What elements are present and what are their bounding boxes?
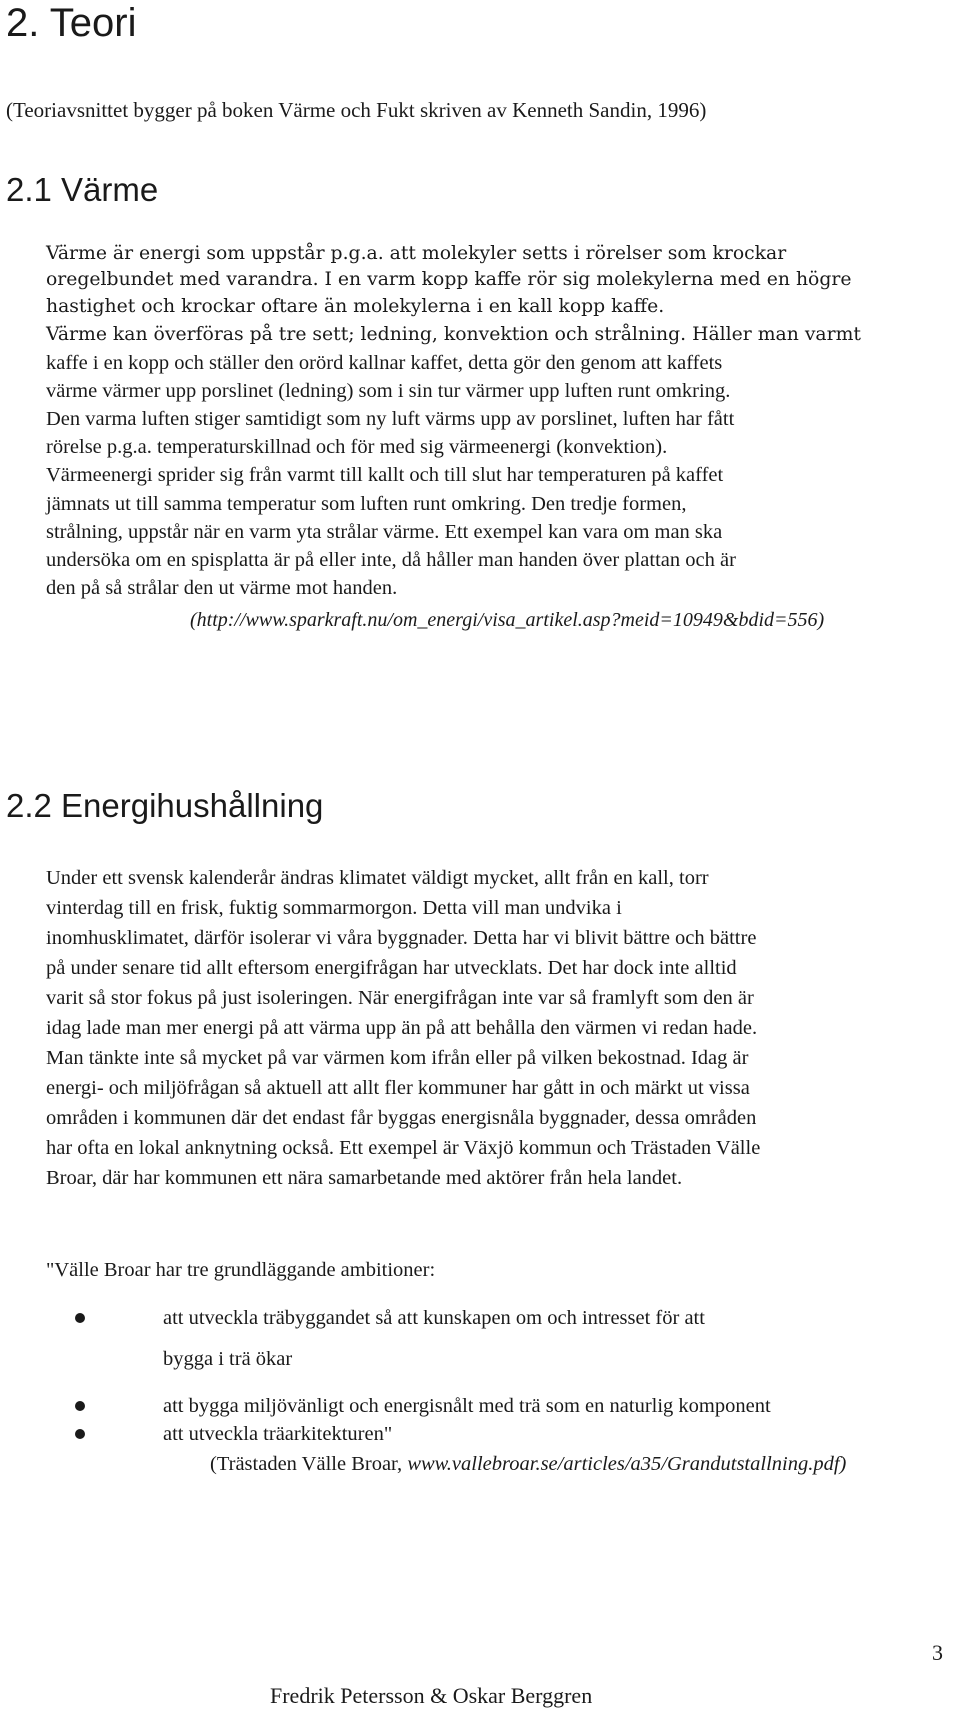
page-heading: 2. Teori [6,1,137,45]
footer-authors: Fredrik Petersson & Oskar Berggren [270,1683,593,1708]
section-heading-energihushallning: 2.2 Energihushållning [6,787,324,824]
paragraph-line: varit så stor fokus på just isoleringen. När energifrågan inte var så framlyft som den är [46,987,754,1009]
paragraph-line: har ofta en lokal anknytning också. Ett exempel är Växjö kommun och Trästaden Välle [46,1137,761,1159]
paragraph-line: Värme är energi som uppstår p.g.a. att molekyler setts i rörelser som krockar [46,243,787,264]
page-number: 3 [932,1640,943,1665]
bullet-icon [75,1429,85,1439]
source-link[interactable]: (http://www.sparkraft.nu/om_energi/visa_artikel.asp?meid=10949&bdid=556) [190,609,825,631]
paragraph-line: inomhusklimatet, därför isolerar vi våra byggnader. Detta har vi blivit bättre och bättre [46,927,757,949]
paragraph-line: hastighet och krockar oftare än molekylerna i en kall kopp kaffe. [46,296,665,317]
bullet-item-line: bygga i trä ökar [163,1348,293,1370]
paragraph-line: den på så strålar den ut värme mot handen. [46,577,398,599]
paragraph-line: vinterdag till en frisk, fuktig sommarmorgon. Detta vill man undvika i [46,897,622,919]
intro-note: (Teoriavsnittet bygger på boken Värme och Fukt skriven av Kenneth Sandin, 1996) [6,98,707,122]
paragraph-line: idag lade man mer energi på att värma upp än på att behålla den värmen vi redan hade. [46,1017,758,1039]
paragraph-line: på under senare tid allt eftersom energifrågan har utvecklats. Det har dock inte alltid [46,957,737,979]
paragraph-line: kaffe i en kopp och ställer den orörd kallnar kaffet, detta gör den genom att kaffets [46,352,723,374]
paragraph-line: områden i kommunen där det endast får byggas energisnåla byggnader, dessa områden [46,1107,757,1129]
paragraph-line: energi- och miljöfrågan så aktuell att allt fler kommuner har gått in och märkt ut vissa [46,1077,750,1099]
paragraph-line: undersöka om en spisplatta är på eller inte, då håller man handen över plattan och är [46,549,736,571]
source-prefix: (Trästaden Välle Broar, [210,1453,408,1475]
bullet-icon [75,1401,85,1411]
paragraph-line: Värmeenergi sprider sig från varmt till kallt och till slut har temperaturen på kaffet [46,464,724,486]
source-link[interactable]: www.vallebroar.se/articles/a35/Grandutstallning.pdf) [407,1453,847,1475]
paragraph-line: jämnats ut till samma temperatur som luften runt omkring. Den tredje formen, [46,493,687,515]
bullet-item-line: att bygga miljövänligt och energisnålt med trä som en naturlig komponent [163,1395,771,1417]
paragraph-line: Broar, där har kommunen ett nära samarbetande med aktörer från hela landet. [46,1167,683,1189]
paragraph-line: rörelse p.g.a. temperaturskillnad och för med sig värmeenergi (konvektion). [46,436,668,458]
paragraph-line: Under ett svensk kalenderår ändras klimatet väldigt mycket, allt från en kall, torr [46,867,709,889]
paragraph-line: strålning, uppstår när en varm yta strålar värme. Ett exempel kan vara om man ska [46,521,723,543]
source-citation [210,1450,846,1478]
paragraph-line: Den varma luften stiger samtidigt som ny luft värms upp av porslinet, luften har fått [46,408,735,430]
bullet-item-line: att utveckla träarkitekturen" [163,1423,393,1445]
paragraph-line: Man tänkte inte så mycket på var värmen kom ifrån eller på vilken bekostnad. Idag är [46,1047,749,1069]
paragraph-line: oregelbundet med varandra. I en varm kopp kaffe rör sig molekylerna med en högre [46,269,852,290]
bullet-item-line: att utveckla träbyggandet så att kunskapen om och intresset för att [163,1307,705,1329]
quote-intro: "Välle Broar har tre grundläggande ambitioner: [46,1259,436,1281]
paragraph-line: värme värmer upp porslinet (ledning) som i sin tur värmer upp luften runt omkring. [46,380,731,402]
bullet-icon [75,1313,85,1323]
section-heading-varme: 2.1 Värme [6,171,159,208]
paragraph-line: Värme kan överföras på tre sett; ledning, konvektion och strålning. Häller man varmt [46,324,861,345]
